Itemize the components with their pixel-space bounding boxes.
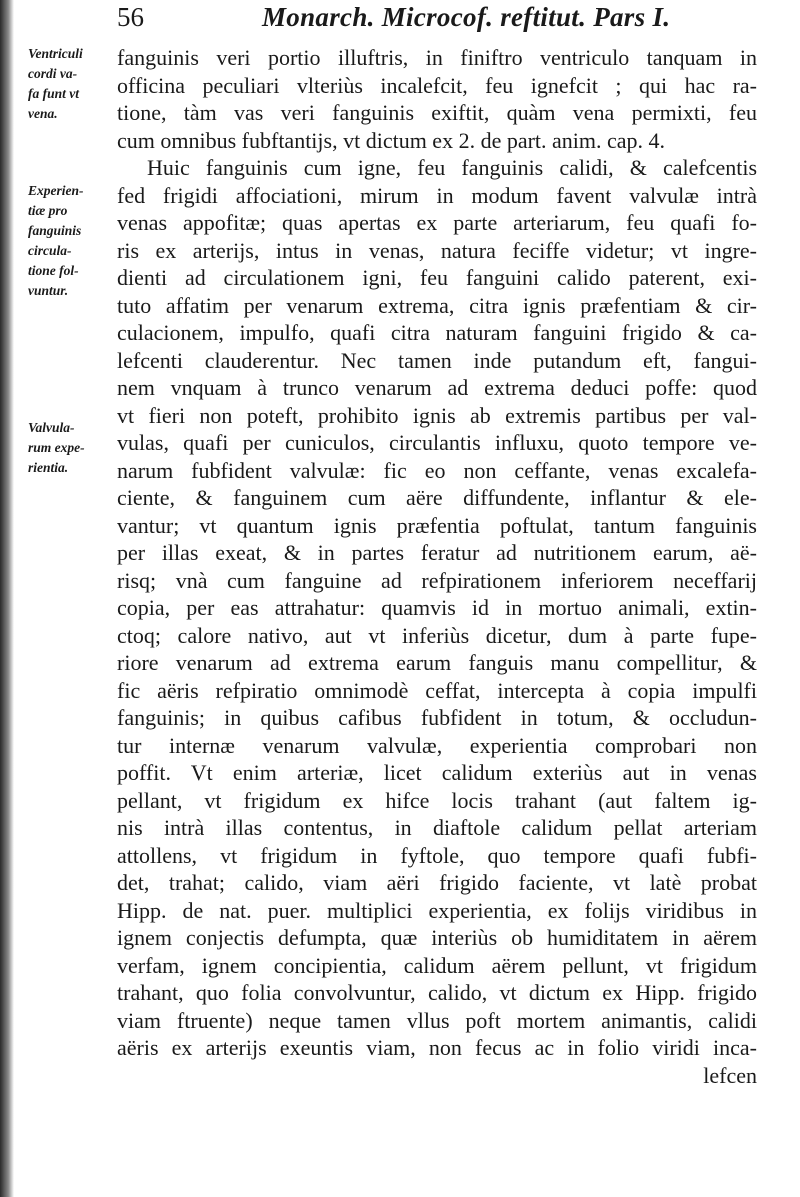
text-line: fic aëris refpiratio omnimodè ceffat, intercepta à copia impulfi [117,677,757,703]
margin-note-line: fanguinis [28,223,82,238]
margin-note [28,181,118,301]
text-line: ciente, & fanguinem cum aëre diffundente, inflantur & ele- [117,485,757,510]
running-head: Monarch. Microcof. reftitut. Pars I. [262,2,671,32]
margin-note-line: Experien- [28,183,84,198]
margin-note-line: Ventriculi [28,46,83,61]
text-line: ignem conjectis defumpta, quæ interiùs ob humiditatem in aërem [117,925,757,950]
text-line: lefcenti clauderentur. Nec tamen inde putandum eft, fangui- [117,347,757,373]
text-line: aëris ex arterijs exeuntis viam, non fecus ac in folio viridi inca- [117,1035,757,1060]
margin-note [28,44,118,124]
text-line: pellant, vt frigidum ex hifce locis trahant (aut faltem ig- [117,787,757,813]
text-line: nem vnquam à trunco venarum ad extrema deduci poffe: quod [117,375,757,400]
text-line: vantur; vt quantum ignis præfentia poftulat, tantum fanguinis [117,512,757,538]
text-line: Hipp. de nat. puer. multiplici experientia, ex folijs viridibus in [117,897,757,923]
margin-note-line: tione fol- [28,263,79,278]
text-line: tur internæ venarum valvulæ, experientia comprobari non [117,732,757,758]
text-line: attollens, vt frigidum in fyftole, quo tempore quafi fubfi- [117,842,757,868]
margin-note-line: vena. [28,106,58,121]
margin-note-line: rientia. [28,460,69,475]
text-line: ris ex arterijs, intus in venas, natura feciffe videtur; vt ingre- [117,237,757,263]
body-text [117,44,757,1089]
margin-note-line: cordi va- [28,66,78,81]
text-line: tuto affatim per venarum extrema, citra ignis præfentiam & cir- [117,292,757,318]
page-header [117,2,757,42]
text-line: Huic fanguinis cum igne, feu fanguinis calidi, & calefcentis [147,155,757,180]
text-line: tione, tàm vas veri fanguinis exiftit, quàm vena permixti, feu [117,100,757,125]
text-line: culacionem, impulfo, quafi citra naturam fanguini frigido & ca- [117,320,757,345]
text-line: fed frigidi affociationi, mirum in modum favent valvulæ intrà [117,182,757,208]
text-line: narum fubfident valvulæ: fic eo non ceffante, venas excalefa- [117,457,757,483]
text-line: dienti ad circulationem igni, feu fanguini calido paterent, exi- [117,265,757,290]
margin-note-line: circula- [28,243,72,258]
text-line: poffit. Vt enim arteriæ, licet calidum exteriùs aut in venas [117,760,757,785]
text-line: officina peculiari vlteriùs incalefcit, feu ignefcit ; qui hac ra- [117,72,757,98]
text-line: per illas exeat, & in partes feratur ad nutritionem earum, aë- [117,540,757,565]
margin-note-line: Valvula- [28,420,75,435]
margin-note-line: rum expe- [28,440,85,455]
margin-note [28,418,118,478]
margin-note-line: tiæ pro [28,203,68,218]
margin-note-line: fa funt vt [28,86,80,101]
text-line: risq; vnà cum fanguine ad refpirationem inferiorem neceffarij [117,567,757,593]
text-line: ctoq; calore nativo, aut vt inferiùs dicetur, dum à parte fupe- [117,622,757,648]
text-line: venas appofitæ; quas apertas ex parte arteriarum, feu quafi fo- [117,210,757,235]
text-line: trahant, quo folia convolvuntur, calido, vt dictum ex Hipp. frigido [117,980,757,1005]
text-line: vt fieri non poteft, prohibito ignis ab extremis partibus per val- [117,402,757,428]
text-line: riore venarum ad extrema earum fanguis manu compellitur, & [117,650,757,675]
page-number: 56 [117,2,144,32]
binding-shadow [0,0,14,1197]
text-line: det, trahat; calido, viam aëri frigido faciente, vt latè probat [117,870,757,895]
text-line: fanguinis; in quibus cafibus fubfident in totum, & occludun- [117,705,757,730]
text-line: vulas, quafi per cuniculos, circulantis influxu, quoto tempore ve- [117,430,757,455]
text-line: copia, per eas attrahatur: quamvis id in mortuo animali, extin- [117,595,757,620]
text-line: cum omnibus fubftantijs, vt dictum ex 2. de part. anim. cap. 4. [117,127,666,153]
text-line: fanguinis veri portio illuftris, in finiftro ventriculo tanquam in [117,45,757,70]
margin-note-line: vuntur. [28,283,69,298]
text-line: verfam, ignem concipientia, calidum aërem pellunt, vt frigidum [117,952,757,978]
text-line: nis intrà illas contentus, in diaftole calidum pellat arteriam [117,815,757,840]
text-line: viam ftruente) neque tamen vllus poft mortem animantis, calidi [117,1007,757,1033]
text-line: lefcen [703,1062,757,1088]
